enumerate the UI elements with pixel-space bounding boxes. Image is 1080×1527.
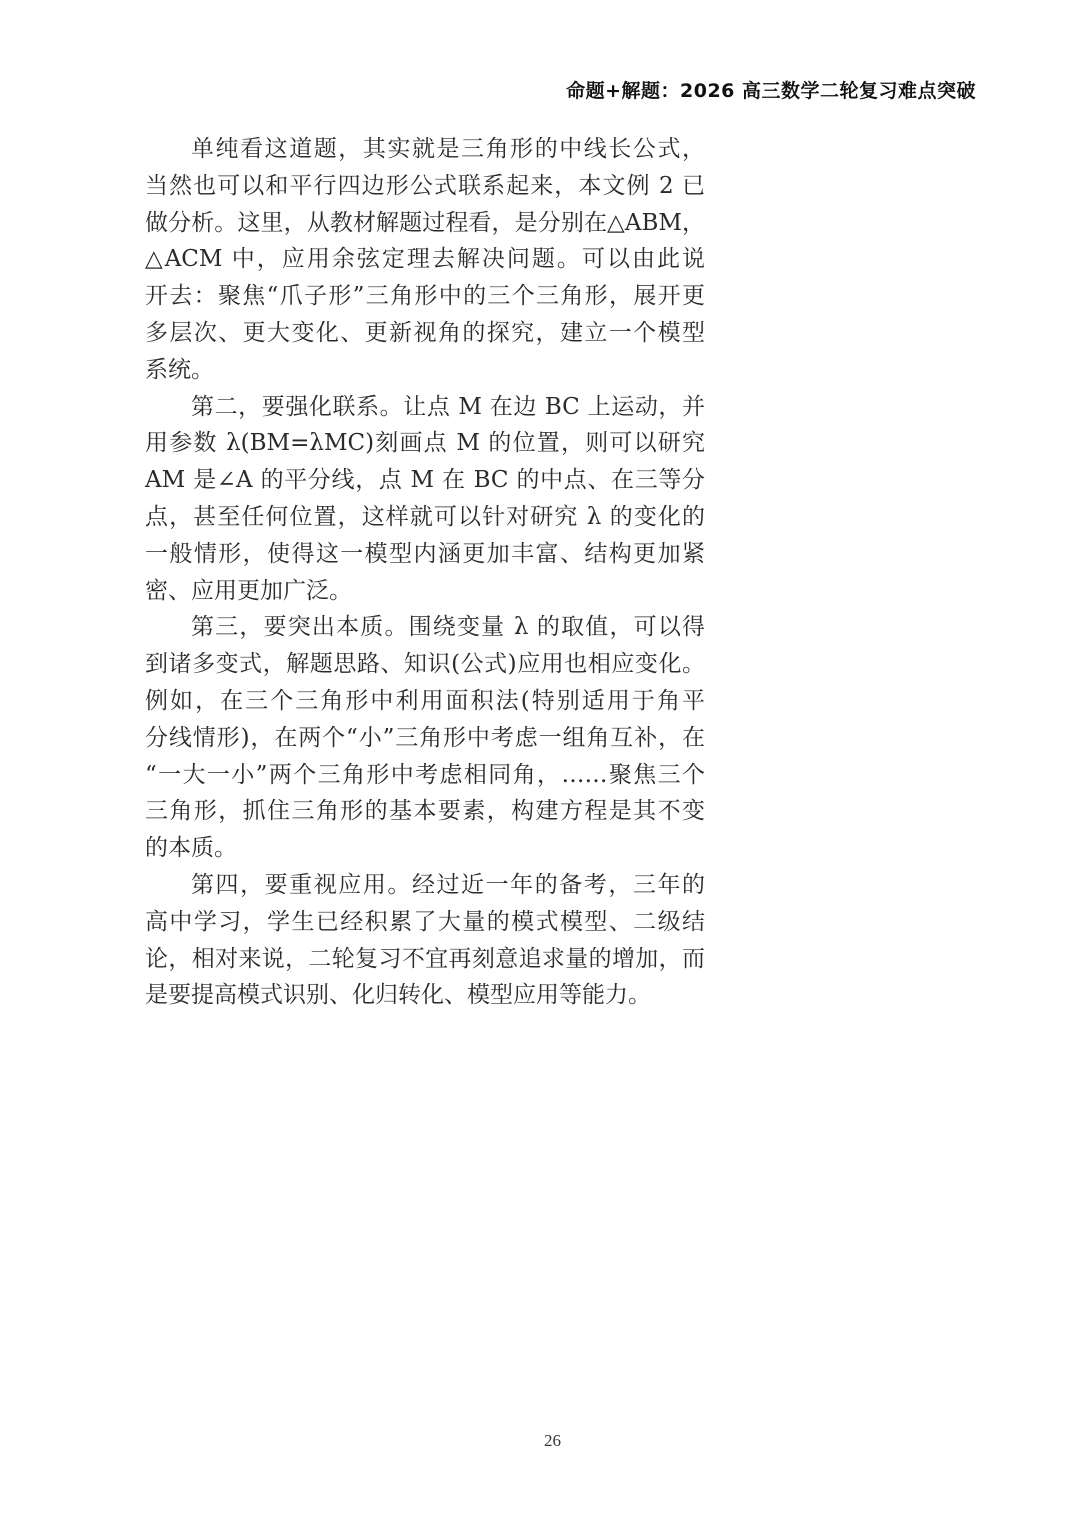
paragraph [145, 131, 705, 389]
text-line: 分线情形)，在两个“小”三角形中考虑一组角互补，在 [145, 724, 705, 751]
paragraph [145, 609, 705, 867]
running-header-title: 命题+解题：2026 高三数学二轮复习难点突破 [566, 80, 976, 102]
text-line: 用参数 λ(BM=λMC)刻画点 M 的位置，则可以研究 [145, 430, 705, 457]
text-line: △ACM 中，应用余弦定理去解决问题。可以由此说 [145, 246, 705, 273]
text-line: 开去：聚焦“爪子形”三角形中的三个三角形，展开更 [145, 283, 705, 310]
text-line: 密、应用更加广泛。 [145, 577, 352, 604]
paragraph [145, 389, 705, 610]
text-line: 论，相对来说，二轮复习不宜再刻意追求量的增加，而 [145, 945, 705, 972]
text-line: 多层次、更大变化、更新视角的探究，建立一个模型 [145, 319, 705, 346]
text-line: “一大一小”两个三角形中考虑相同角，……聚焦三个 [145, 761, 705, 788]
page-number: 26 [544, 1431, 561, 1450]
article-body [145, 131, 705, 1014]
text-line: AM 是∠A 的平分线，点 M 在 BC 的中点、在三等分 [145, 467, 705, 494]
text-line: 是要提高模式识别、化归转化、模型应用等能力。 [145, 982, 651, 1009]
text-line: 单纯看这道题，其实就是三角形的中线长公式， [191, 136, 705, 162]
text-line: 第四，要重视应用。经过近一年的备考，三年的 [191, 871, 705, 898]
text-line: 点，甚至任何位置，这样就可以针对研究 λ 的变化的 [145, 503, 705, 530]
text-line: 做分析。这里，从教材解题过程看，是分别在△ABM， [145, 209, 705, 236]
text-line: 例如，在三个三角形中利用面积法(特别适用于角平 [145, 687, 705, 714]
text-line: 三角形，抓住三角形的基本要素，构建方程是其不变 [145, 798, 705, 825]
text-line: 的本质。 [145, 835, 237, 862]
text-line: 一般情形，使得这一模型内涵更加丰富、结构更加紧 [145, 540, 705, 567]
text-line: 系统。 [145, 356, 214, 383]
text-line: 到诸多变式，解题思路、知识(公式)应用也相应变化。 [145, 651, 705, 678]
paragraph [145, 867, 705, 1014]
text-line: 高中学习，学生已经积累了大量的模式模型、二级结 [145, 908, 705, 935]
text-line: 第三，要突出本质。围绕变量 λ 的取值，可以得 [191, 614, 705, 641]
text-line: 第二，要强化联系。让点 M 在边 BC 上运动，并 [191, 393, 705, 420]
text-line: 当然也可以和平行四边形公式联系起来，本文例 2 已 [145, 172, 705, 199]
